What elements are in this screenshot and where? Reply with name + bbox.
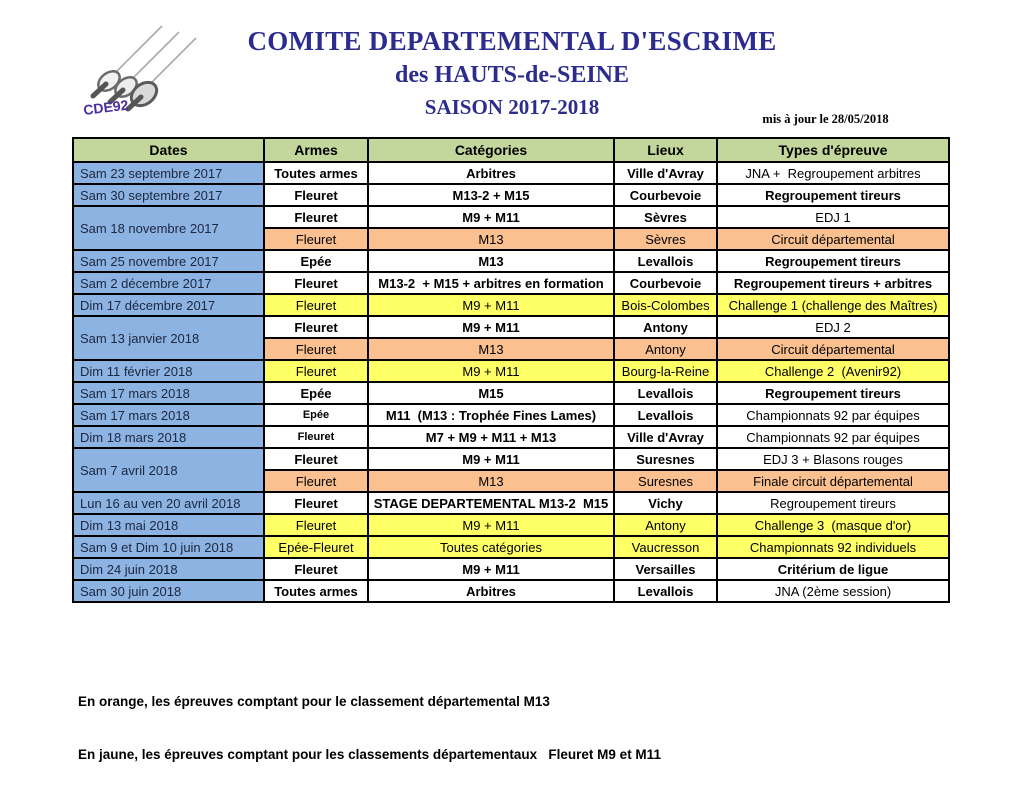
armes-cell: Fleuret: [264, 184, 368, 206]
column-header-armes: Armes: [264, 138, 368, 162]
table-row: [73, 382, 949, 404]
table-row: [73, 272, 949, 294]
categories-cell: M13-2 + M15: [368, 184, 614, 206]
lieux-cell: Ville d'Avray: [614, 426, 717, 448]
armes-cell: Fleuret: [264, 272, 368, 294]
categories-cell: M11 (M13 : Trophée Fines Lames): [368, 404, 614, 426]
armes-cell: Fleuret: [264, 514, 368, 536]
epreuve-cell: Regroupement tireurs: [717, 250, 949, 272]
epreuve-cell: Circuit départemental: [717, 338, 949, 360]
table-row: [73, 162, 949, 184]
armes-cell: Epée-Fleuret: [264, 536, 368, 558]
categories-cell: M13: [368, 470, 614, 492]
table-row: [73, 580, 949, 602]
table-row: [73, 294, 949, 316]
epreuve-cell: Circuit départemental: [717, 228, 949, 250]
title-line-1: COMITE DEPARTEMENTAL D'ESCRIME: [247, 26, 777, 56]
date-cell: Dim 17 décembre 2017: [73, 294, 264, 316]
armes-cell: Fleuret: [264, 360, 368, 382]
date-cell: Sam 9 et Dim 10 juin 2018: [73, 536, 264, 558]
column-header-categories: Catégories: [368, 138, 614, 162]
date-cell: Sam 18 novembre 2017: [73, 206, 264, 250]
categories-cell: M9 + M11: [368, 558, 614, 580]
table-row: [73, 250, 949, 272]
schedule-table-body: [73, 162, 949, 602]
footnote-orange: En orange, les épreuves comptant pour le classement départemental M13: [78, 694, 550, 709]
table-row: [73, 184, 949, 206]
epreuve-cell: Championnats 92 individuels: [717, 536, 949, 558]
epreuve-cell: Regroupement tireurs: [717, 184, 949, 206]
epreuve-cell: Challenge 1 (challenge des Maîtres): [717, 294, 949, 316]
armes-cell: Fleuret: [264, 294, 368, 316]
epreuve-cell: Championnats 92 par équipes: [717, 426, 949, 448]
footnotes: [78, 664, 661, 800]
armes-cell: Fleuret: [264, 448, 368, 470]
categories-cell: M9 + M11: [368, 294, 614, 316]
epreuve-cell: EDJ 2: [717, 316, 949, 338]
table-row: [73, 492, 949, 514]
epreuve-cell: EDJ 3 + Blasons rouges: [717, 448, 949, 470]
date-cell: Lun 16 au ven 20 avril 2018: [73, 492, 264, 514]
date-cell: Sam 17 mars 2018: [73, 382, 264, 404]
date-cell: Sam 25 novembre 2017: [73, 250, 264, 272]
categories-cell: M9 + M11: [368, 514, 614, 536]
date-cell: Sam 2 décembre 2017: [73, 272, 264, 294]
epreuve-cell: JNA (2ème session): [717, 580, 949, 602]
date-cell: Sam 23 septembre 2017: [73, 162, 264, 184]
epreuve-cell: JNA + Regroupement arbitres: [717, 162, 949, 184]
armes-cell: Epée: [264, 382, 368, 404]
categories-cell: M9 + M11: [368, 206, 614, 228]
categories-cell: M9 + M11: [368, 448, 614, 470]
date-cell: Dim 18 mars 2018: [73, 426, 264, 448]
table-row: [73, 426, 949, 448]
epreuve-cell: Critérium de ligue: [717, 558, 949, 580]
categories-cell: M13: [368, 250, 614, 272]
armes-cell: Fleuret: [264, 206, 368, 228]
categories-cell: Toutes catégories: [368, 536, 614, 558]
table-row: [73, 206, 949, 228]
date-cell: Dim 24 juin 2018: [73, 558, 264, 580]
lieux-cell: Bois-Colombes: [614, 294, 717, 316]
date-cell: Sam 17 mars 2018: [73, 404, 264, 426]
lieux-cell: Bourg-la-Reine: [614, 360, 717, 382]
categories-cell: M9 + M11: [368, 316, 614, 338]
epreuve-cell: Finale circuit départemental: [717, 470, 949, 492]
lieux-cell: Courbevoie: [614, 184, 717, 206]
categories-cell: M9 + M11: [368, 360, 614, 382]
epreuve-cell: Regroupement tireurs: [717, 382, 949, 404]
lieux-cell: Vichy: [614, 492, 717, 514]
categories-cell: M13: [368, 338, 614, 360]
armes-cell: Fleuret: [264, 228, 368, 250]
lieux-cell: Antony: [614, 338, 717, 360]
lieux-cell: Levallois: [614, 250, 717, 272]
armes-cell: Fleuret: [264, 426, 368, 448]
epreuve-cell: Regroupement tireurs: [717, 492, 949, 514]
footnote-yellow: En jaune, les épreuves comptant pour les classements départementaux Fleuret M9 et M11: [78, 747, 661, 762]
epreuve-cell: Challenge 2 (Avenir92): [717, 360, 949, 382]
table-row: [73, 316, 949, 338]
epreuve-cell: Championnats 92 par équipes: [717, 404, 949, 426]
categories-cell: Arbitres: [368, 162, 614, 184]
armes-cell: Fleuret: [264, 316, 368, 338]
title-line-2: des HAUTS-de-SEINE: [394, 62, 630, 88]
armes-cell: Fleuret: [264, 470, 368, 492]
title-line-3: SAISON 2017-2018: [424, 95, 600, 119]
lieux-cell: Courbevoie: [614, 272, 717, 294]
date-cell: Sam 7 avril 2018: [73, 448, 264, 492]
lieux-cell: Versailles: [614, 558, 717, 580]
table-row: [73, 558, 949, 580]
date-cell: Sam 30 septembre 2017: [73, 184, 264, 206]
lieux-cell: Antony: [614, 514, 717, 536]
schedule-table: [72, 137, 950, 603]
armes-cell: Toutes armes: [264, 580, 368, 602]
lieux-cell: Suresnes: [614, 448, 717, 470]
lieux-cell: Suresnes: [614, 470, 717, 492]
lieux-cell: Levallois: [614, 382, 717, 404]
categories-cell: M15: [368, 382, 614, 404]
lieux-cell: Sèvres: [614, 206, 717, 228]
table-row: [73, 360, 949, 382]
table-row: [73, 404, 949, 426]
date-cell: Sam 30 juin 2018: [73, 580, 264, 602]
categories-cell: STAGE DEPARTEMENTAL M13-2 M15: [368, 492, 614, 514]
table-row: [73, 536, 949, 558]
armes-cell: Toutes armes: [264, 162, 368, 184]
epreuve-cell: Regroupement tireurs + arbitres: [717, 272, 949, 294]
lieux-cell: Antony: [614, 316, 717, 338]
column-header-epreuve: Types d'épreuve: [717, 138, 949, 162]
column-header-lieux: Lieux: [614, 138, 717, 162]
date-cell: Dim 11 février 2018: [73, 360, 264, 382]
header-row: [73, 138, 949, 162]
categories-cell: M7 + M9 + M11 + M13: [368, 426, 614, 448]
lieux-cell: Levallois: [614, 580, 717, 602]
lieux-cell: Vaucresson: [614, 536, 717, 558]
categories-cell: Arbitres: [368, 580, 614, 602]
armes-cell: Fleuret: [264, 558, 368, 580]
updated-note: mis à jour le 28/05/2018: [762, 112, 889, 126]
table-row: [73, 514, 949, 536]
column-header-dates: Dates: [73, 138, 264, 162]
armes-cell: Epée: [264, 404, 368, 426]
epreuve-cell: Challenge 3 (masque d'or): [717, 514, 949, 536]
date-cell: Dim 13 mai 2018: [73, 514, 264, 536]
lieux-cell: Sèvres: [614, 228, 717, 250]
lieux-cell: Levallois: [614, 404, 717, 426]
armes-cell: Epée: [264, 250, 368, 272]
date-cell: Sam 13 janvier 2018: [73, 316, 264, 360]
armes-cell: Fleuret: [264, 492, 368, 514]
categories-cell: M13: [368, 228, 614, 250]
categories-cell: M13-2 + M15 + arbitres en formation: [368, 272, 614, 294]
table-row: [73, 448, 949, 470]
armes-cell: Fleuret: [264, 338, 368, 360]
logo-text: CDE92: [82, 96, 130, 118]
epreuve-cell: EDJ 1: [717, 206, 949, 228]
page-title: [0, 26, 1024, 120]
lieux-cell: Ville d'Avray: [614, 162, 717, 184]
